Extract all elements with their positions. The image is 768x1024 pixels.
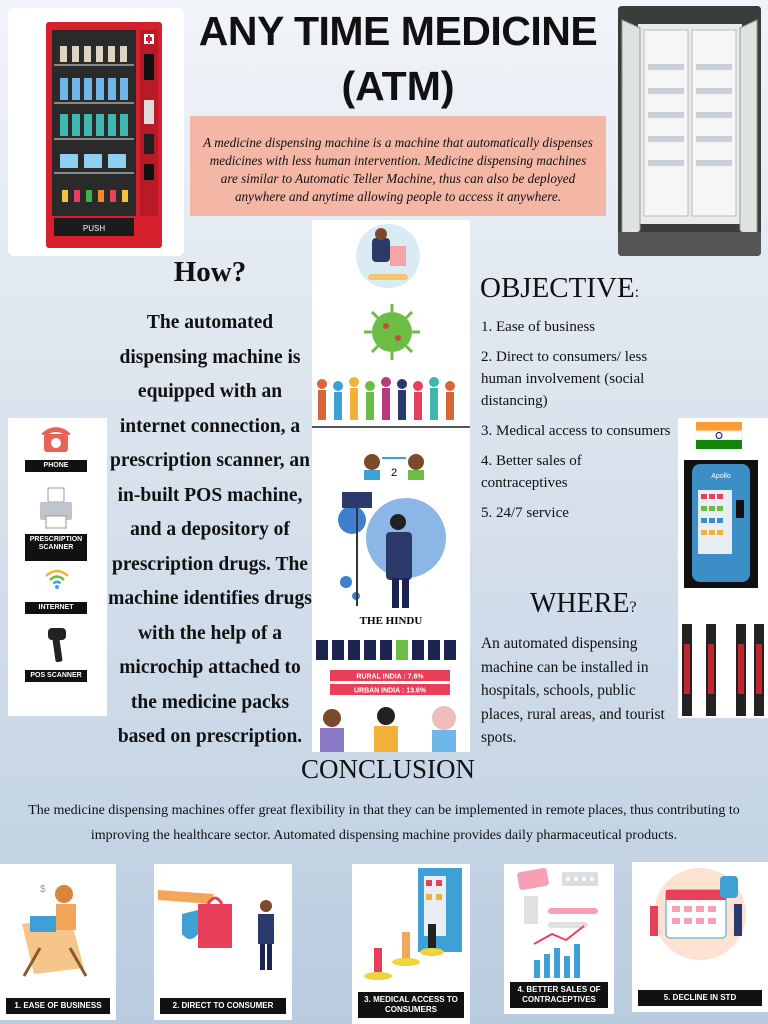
- objective-list: [481, 316, 671, 532]
- svg-text:$: $: [40, 884, 46, 895]
- distance-label: 2: [390, 467, 398, 479]
- right-panel: [678, 418, 768, 718]
- objective-item: 1. Ease of business: [481, 319, 596, 335]
- objective-item: 5. 24/7 service: [481, 505, 569, 521]
- objective-item: 4. Better sales of contraceptives: [481, 453, 582, 491]
- india-flag-icon: [696, 422, 742, 449]
- protester-illustration: [338, 492, 446, 608]
- printer-scanner-icon: [36, 486, 76, 532]
- people-faces: [320, 706, 456, 752]
- how-heading: How?: [173, 256, 247, 288]
- vending-machine-image: [8, 8, 184, 256]
- social-distance-icon: [364, 454, 424, 480]
- pos-scanner-label: POS SCANNER: [25, 670, 87, 682]
- pharmacy-cabinet-photo: [618, 6, 761, 256]
- card-direct-to-consumer: [154, 864, 292, 1020]
- phone-icon: [38, 420, 74, 456]
- newspaper-label: THE HINDU: [359, 615, 423, 627]
- phone-label: PHONE: [25, 460, 87, 472]
- card-medical-access: [352, 864, 470, 1024]
- card-contraceptives: [504, 864, 614, 1014]
- device-panel: [8, 418, 107, 716]
- virus-icon: [364, 304, 420, 360]
- barcode-scanner-icon: [44, 626, 70, 666]
- page-title: ANY TIME MEDICINE: [198, 8, 598, 54]
- objective-heading: OBJECTIVE:: [480, 272, 640, 304]
- contraceptives-illustration: [504, 864, 614, 986]
- medicine-bottles: [682, 624, 764, 716]
- where-body: An automated dispensing machine can be installed in hospitals, schools, public places, rural areas, and tourist spots.: [481, 635, 665, 746]
- objective-item: 3. Medical access to consumers: [481, 423, 671, 439]
- objective-item: 2. Direct to consumers/ less human involvement (social distancing): [481, 349, 648, 409]
- page-title-acronym: (ATM): [341, 63, 455, 109]
- center-infographic: [312, 220, 470, 752]
- conclusion-heading: CONCLUSION: [300, 754, 475, 784]
- population-bars: [316, 640, 456, 695]
- card-decline-std: [632, 862, 768, 1012]
- card-caption: 3. MEDICAL ACCESS TO CONSUMERS: [358, 992, 464, 1018]
- beach-laptop-illustration: [0, 864, 116, 994]
- internet-label: INTERNET: [25, 602, 87, 614]
- card-caption: 1. EASE OF BUSINESS: [6, 998, 110, 1014]
- card-caption: 4. BETTER SALES OF CONTRACEPTIVES: [510, 982, 608, 1008]
- apollo-label: Apollo: [711, 473, 731, 480]
- urban-stat: URBAN INDIA : 13.6%: [353, 687, 427, 695]
- calendar-illustration: [632, 862, 768, 974]
- crowd-illustration: [312, 377, 470, 428]
- delivery-illustration: [154, 864, 292, 990]
- where-heading: WHERE?: [530, 588, 637, 619]
- card-ease-of-business: [0, 864, 116, 1020]
- vending-people-illustration: [352, 864, 470, 984]
- how-body: The automated dispensing machine is equipped with an internet connection, a prescription scanner, an in-built POS machine, and a depository of prescription drugs. The machine identifies drugs with the help of a microchip attached to the medicine packs based on prescription.: [108, 312, 312, 747]
- card-caption: 2. DIRECT TO CONSUMER: [160, 998, 286, 1014]
- intro-text: A medicine dispensing machine is a machine that automatically dispenses medicines with less human intervention. Medicine dispensing machines are similar to Automatic Teller Machine, thus can also be deployed anywhere and anytime allowing people to access it anywhere.: [190, 116, 606, 216]
- wifi-icon: [44, 568, 70, 590]
- card-caption: 5. DECLINE IN STD: [638, 990, 762, 1006]
- scanner-label: PRESCRIPTION SCANNER: [25, 534, 87, 561]
- rural-stat: RURAL INDIA : 7.6%: [356, 673, 424, 681]
- conclusion-body: The medicine dispensing machines offer great flexibility in that they can be implemented in remote places, thus contributing to improving the healthcare sector. Automated dispensing machine provides daily pharmaceutical products.: [28, 803, 740, 843]
- push-label: PUSH: [82, 224, 106, 233]
